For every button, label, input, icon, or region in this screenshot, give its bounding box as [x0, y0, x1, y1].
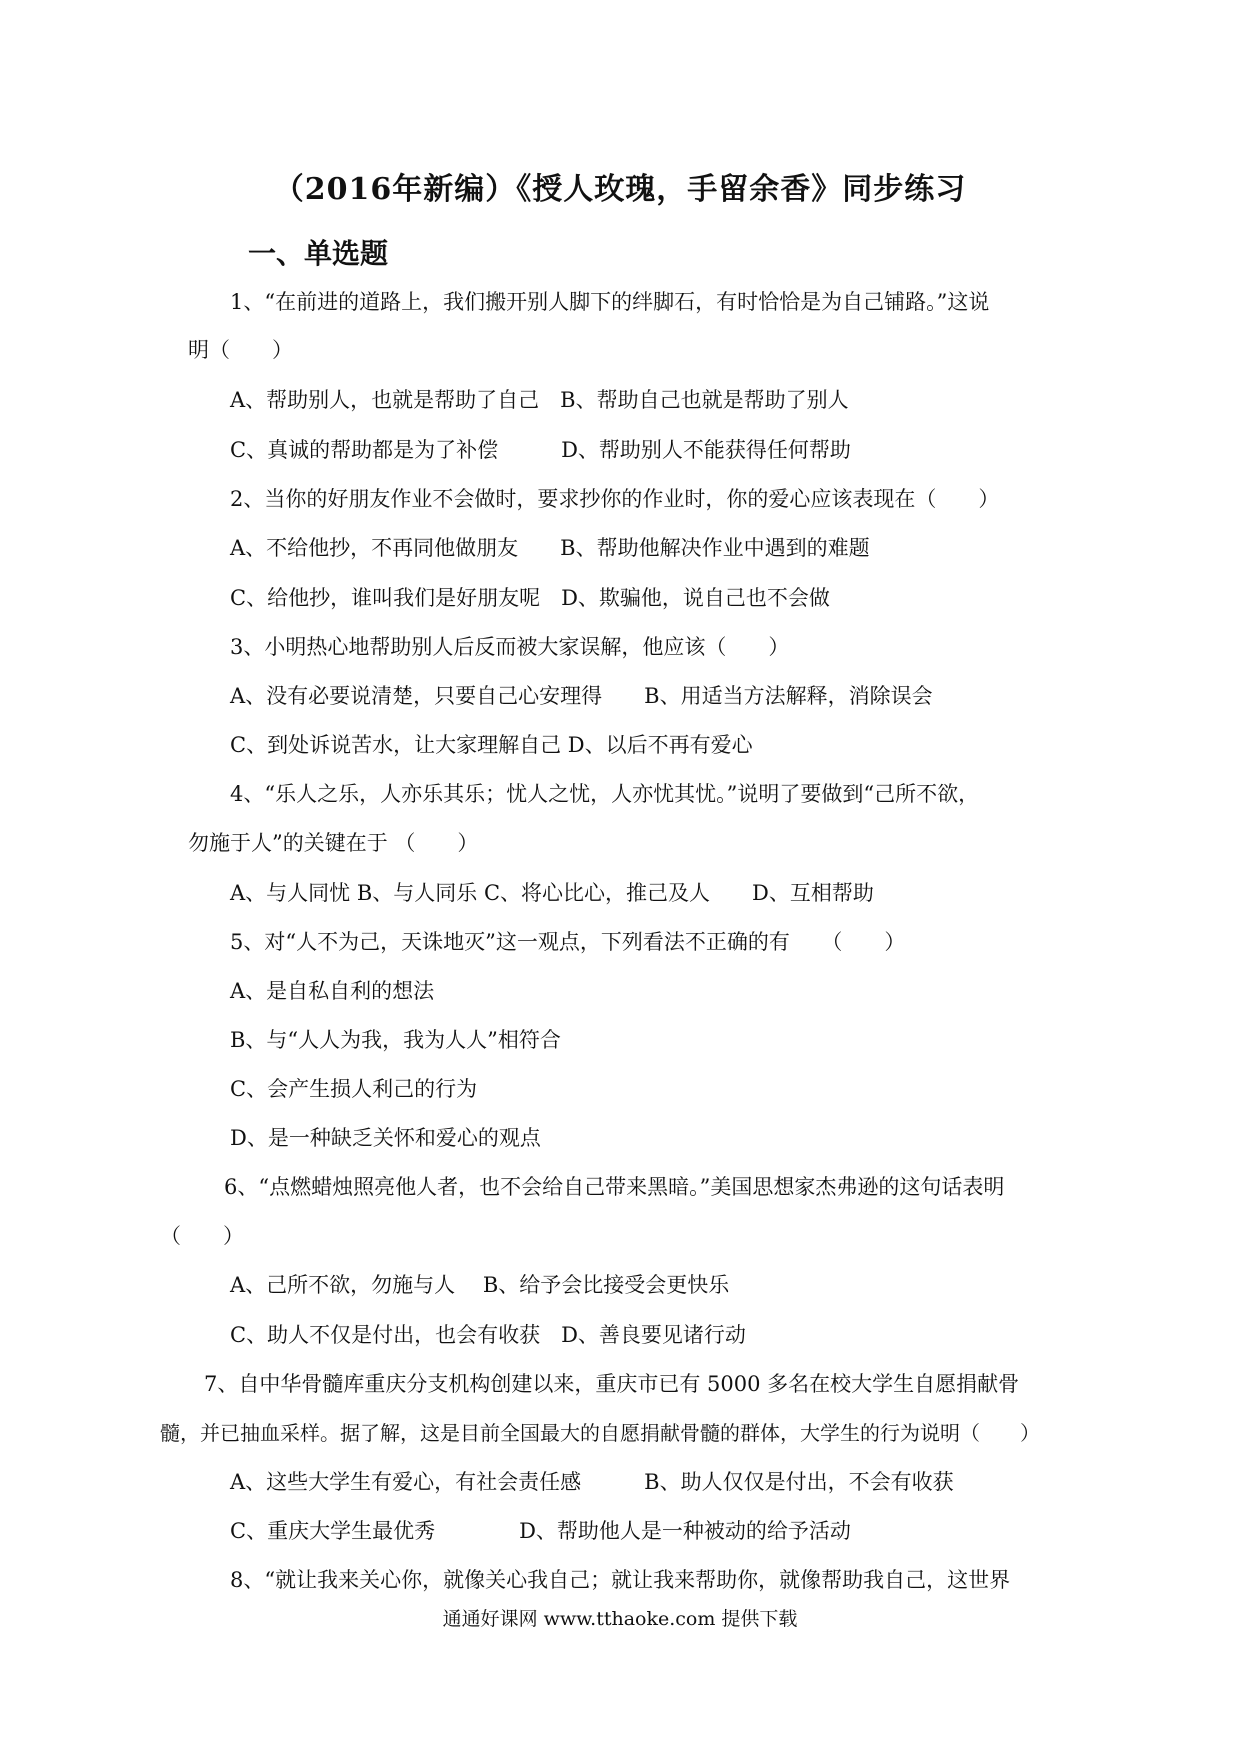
text-line: A、是自私自利的想法: [230, 979, 435, 1003]
text-line: C、给他抄，谁叫我们是好朋友呢 D、欺骗他，说自己也不会做: [230, 586, 830, 610]
text-line: A、与人同忧 B、与人同乐 C、将心比心，推己及人 D、互相帮助: [230, 881, 874, 905]
text-line: C、真诚的帮助都是为了补偿 D、帮助别人不能获得任何帮助: [230, 438, 851, 462]
text-line: C、到处诉说苦水，让大家理解自己 D、以后不再有爱心: [230, 733, 753, 757]
text-line: C、会产生损人利己的行为: [230, 1077, 478, 1101]
section-heading: 一、单选题: [248, 237, 389, 270]
text-line: C、助人不仅是付出，也会有收获 D、善良要见诸行动: [230, 1323, 746, 1347]
text-line: A、帮助别人，也就是帮助了自己 B、帮助自己也就是帮助了别人: [230, 388, 849, 412]
text-line: A、不给他抄，不再同他做朋友 B、帮助他解决作业中遇到的难题: [230, 536, 870, 560]
text-line: （ ）: [160, 1224, 244, 1248]
text-line: 1、“在前进的道路上，我们搬开别人脚下的绊脚石，有时恰恰是为自己铺路。”这说: [230, 290, 990, 314]
text-line: D、是一种缺乏关怀和爱心的观点: [230, 1126, 541, 1150]
text-line: A、这些大学生有爱心，有社会责任感 B、助人仅仅是付出，不会有收获: [230, 1470, 954, 1494]
text-line: A、己所不欲，勿施与人 B、给予会比接受会更快乐: [230, 1273, 730, 1297]
text-line: 4、“乐人之乐，人亦乐其乐；忧人之忧，人亦忧其忧。”说明了要做到“己所不欲，: [230, 782, 980, 806]
page-title: （2016年新编）《授人玫瑰，手留余香》同步练习: [273, 172, 967, 207]
text-line: B、与“人人为我，我为人人”相符合: [230, 1028, 561, 1052]
text-line: 勿施于人”的关键在于 （ ）: [188, 831, 479, 855]
text-line: 7、自中华骨髓库重庆分支机构创建以来，重庆市已有 5000 多名在校大学生自愿捐献骨: [204, 1372, 1020, 1396]
text-line: 2、当你的好朋友作业不会做时，要求抄你的作业时，你的爱心应该表现在（ ）: [230, 487, 1000, 511]
text-line: 3、小明热心地帮助别人后反而被大家误解，他应该（ ）: [230, 635, 790, 659]
text-line: 6、“点燃蜡烛照亮他人者，也不会给自己带来黑暗。”美国思想家杰弗逊的这句话表明: [224, 1175, 1005, 1199]
footer-download-note: 通通好课网 www.tthaoke.com 提供下载: [442, 1608, 798, 1630]
text-line: C、重庆大学生最优秀 D、帮助他人是一种被动的给予活动: [230, 1519, 851, 1543]
text-line: 明（ ）: [188, 338, 293, 362]
text-line: A、没有必要说清楚，只要自己心安理得 B、用适当方法解释，消除误会: [230, 684, 933, 708]
text-line: 8、“就让我来关心你，就像关心我自己；就让我来帮助你，就像帮助我自己，这世界: [230, 1568, 1011, 1592]
text-line: 髓，并已抽血采样。据了解，这是目前全国最大的自愿捐献骨髓的群体，大学生的行为说明（ ）: [160, 1421, 1040, 1445]
text-line: 5、对“人不为己，天诛地灭”这一观点，下列看法不正确的有 （ ）: [230, 930, 906, 954]
